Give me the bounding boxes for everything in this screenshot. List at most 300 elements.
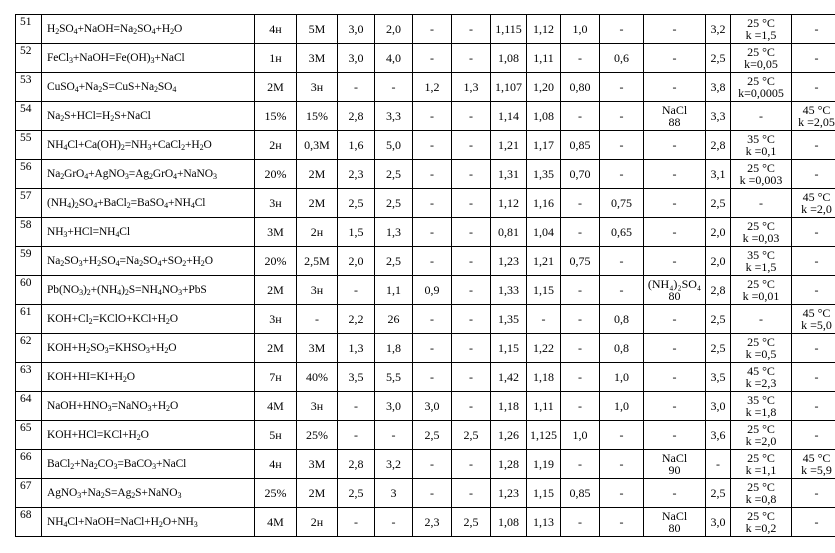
value-3: -: [338, 508, 375, 537]
density-2: 1,35: [527, 160, 561, 189]
temperature-k-1: [731, 508, 792, 537]
value-4: -: [375, 73, 413, 102]
density-2: 1,04: [527, 218, 561, 247]
temperature-k-2: [792, 73, 835, 102]
value-5: -: [413, 450, 452, 479]
row-number: 57: [16, 189, 42, 218]
value-3: 2,5: [338, 189, 375, 218]
value-10: -: [600, 450, 644, 479]
value-5: -: [413, 44, 452, 73]
impurity: -: [644, 305, 706, 334]
value-5: -: [413, 102, 452, 131]
value-12: 3,8: [706, 73, 731, 102]
density-2: 1,08: [527, 102, 561, 131]
impurity: [644, 102, 706, 131]
density-2: 1,12: [527, 15, 561, 44]
cell-line: k =2,05: [798, 115, 835, 129]
reaction-equation: $AgNO_3+Na_2S=Ag_2S+NaNO_3$: [42, 479, 255, 508]
density-2: 1,20: [527, 73, 561, 102]
concentration-2: 3н: [297, 392, 338, 421]
row-number: 65: [16, 421, 42, 450]
value-5: -: [413, 363, 452, 392]
value-4: 1,1: [375, 276, 413, 305]
reaction-equation: $NH_3+HCl=NH_4Cl$: [42, 218, 255, 247]
cell-line: -: [814, 51, 819, 65]
temperature-k-1: [731, 450, 792, 479]
value-3: 2,5: [338, 479, 375, 508]
value-6: -: [452, 334, 491, 363]
value-12: 2,0: [706, 218, 731, 247]
impurity: -: [644, 189, 706, 218]
value-4: 5,5: [375, 363, 413, 392]
value-12: -: [706, 450, 731, 479]
value-5: 3,0: [413, 392, 452, 421]
table-row: [16, 189, 835, 218]
concentration-2: 3н: [297, 73, 338, 102]
value-6: -: [452, 247, 491, 276]
cell-line: 25 °C: [747, 509, 775, 523]
temperature-k-2: [792, 160, 835, 189]
impurity: -: [644, 218, 706, 247]
temperature-k-2: [792, 189, 835, 218]
value-6: -: [452, 450, 491, 479]
row-number: 51: [16, 15, 42, 44]
value-5: 2,3: [413, 508, 452, 537]
value-4: 1,3: [375, 218, 413, 247]
temperature-k-2: [792, 421, 835, 450]
value-10: 1,0: [600, 392, 644, 421]
value-10: -: [600, 508, 644, 537]
reaction-equation: $(NH_4)_2SO_4+BaCl_2=BaSO_4+NH_4Cl$: [42, 189, 255, 218]
value-12: 3,2: [706, 15, 731, 44]
value-9: 0,85: [561, 479, 600, 508]
value-5: -: [413, 131, 452, 160]
value-5: -: [413, 334, 452, 363]
value-6: -: [452, 131, 491, 160]
temperature-k-1: [731, 363, 792, 392]
density-2: 1,11: [527, 44, 561, 73]
temperature-k-1: [731, 305, 792, 334]
value-3: 2,8: [338, 450, 375, 479]
value-3: -: [338, 392, 375, 421]
value-10: 0,8: [600, 334, 644, 363]
value-6: 2,5: [452, 421, 491, 450]
density-1: 1,115: [491, 15, 527, 44]
concentration-1: 7н: [255, 363, 297, 392]
value-5: -: [413, 189, 452, 218]
concentration-1: 3н: [255, 305, 297, 334]
density-1: 1,31: [491, 160, 527, 189]
value-6: -: [452, 102, 491, 131]
value-4: 2,5: [375, 160, 413, 189]
temperature-k-2: [792, 305, 835, 334]
row-number: 62: [16, 334, 42, 363]
concentration-2: 3M: [297, 44, 338, 73]
value-5: -: [413, 218, 452, 247]
density-2: -: [527, 305, 561, 334]
value-9: -: [561, 218, 600, 247]
value-3: 3,5: [338, 363, 375, 392]
value-4: -: [375, 508, 413, 537]
cell-line: k =0,8: [745, 492, 777, 506]
value-12: 2,5: [706, 189, 731, 218]
cell-line: 45 °C: [802, 190, 831, 204]
concentration-1: 3M: [255, 218, 297, 247]
cell-line: NaCl: [661, 509, 688, 523]
value-3: 1,6: [338, 131, 375, 160]
temperature-k-2: [792, 218, 835, 247]
concentration-1: 3н: [255, 189, 297, 218]
concentration-2: 2н: [297, 508, 338, 537]
density-1: 1,18: [491, 392, 527, 421]
value-6: 2,5: [452, 508, 491, 537]
value-5: -: [413, 479, 452, 508]
temperature-k-1: [731, 334, 792, 363]
temperature-k-2: [792, 247, 835, 276]
value-6: -: [452, 160, 491, 189]
density-1: 1,35: [491, 305, 527, 334]
density-1: 1,14: [491, 102, 527, 131]
value-3: 1,5: [338, 218, 375, 247]
row-number: 66: [16, 450, 42, 479]
value-12: 2,5: [706, 479, 731, 508]
temperature-k-2: [792, 392, 835, 421]
cell-line: k =0,03: [742, 231, 780, 245]
value-12: 3,1: [706, 160, 731, 189]
table-row: [16, 73, 835, 102]
cell-line: 45 °C: [747, 364, 775, 378]
concentration-2: 3M: [297, 450, 338, 479]
value-3: 1,3: [338, 334, 375, 363]
value-10: -: [600, 247, 644, 276]
table-row: [16, 131, 835, 160]
cell-line: 45 °C: [802, 306, 831, 320]
cell-line: 25 °C: [747, 219, 775, 233]
value-12: 3,3: [706, 102, 731, 131]
table-row: [16, 218, 835, 247]
value-9: 1,0: [561, 15, 600, 44]
value-12: 2,5: [706, 334, 731, 363]
concentration-1: 15%: [255, 102, 297, 131]
cell-line: 35 °C: [747, 393, 775, 407]
impurity: [644, 276, 706, 305]
temperature-k-2: [792, 102, 835, 131]
value-4: 4,0: [375, 44, 413, 73]
cell-line: NaCl: [661, 451, 688, 465]
cell-line: -: [759, 109, 763, 123]
density-2: 1,22: [527, 334, 561, 363]
value-9: 0,75: [561, 247, 600, 276]
value-12: 2,0: [706, 247, 731, 276]
impurity: -: [644, 247, 706, 276]
row-number: 63: [16, 363, 42, 392]
value-3: -: [338, 73, 375, 102]
value-10: 0,65: [600, 218, 644, 247]
row-number: 64: [16, 392, 42, 421]
value-10: 1,0: [600, 363, 644, 392]
table-row: [16, 392, 835, 421]
row-number: 60: [16, 276, 42, 305]
impurity: -: [644, 363, 706, 392]
table-row: [16, 508, 835, 537]
value-9: -: [561, 189, 600, 218]
value-12: 3,6: [706, 421, 731, 450]
cell-line: -: [814, 370, 819, 384]
concentration-2: 2M: [297, 479, 338, 508]
density-2: 1,16: [527, 189, 561, 218]
concentration-1: 1н: [255, 44, 297, 73]
density-2: 1,125: [527, 421, 561, 450]
table-row: [16, 363, 835, 392]
density-1: 1,23: [491, 479, 527, 508]
value-4: 26: [375, 305, 413, 334]
temperature-k-2: [792, 276, 835, 305]
cell-line: 90: [668, 463, 681, 477]
cell-line: 25 °C: [747, 480, 775, 494]
value-5: -: [413, 15, 452, 44]
value-4: 2,0: [375, 15, 413, 44]
value-10: -: [600, 276, 644, 305]
cell-line: k =0,5: [745, 347, 777, 361]
value-10: -: [600, 102, 644, 131]
cell-line: -: [814, 225, 819, 239]
cell-line: k =0,01: [742, 289, 780, 303]
density-1: 1,33: [491, 276, 527, 305]
concentration-2: -: [297, 305, 338, 334]
reaction-equation: $Na_2SO_3+H_2SO_4=Na_2SO_4+SO_2+H_2O$: [42, 247, 255, 276]
cell-line: NaCl: [661, 103, 688, 117]
cell-line: 25 °C: [747, 422, 775, 436]
cell-line: k=0,0005: [738, 86, 784, 100]
temperature-k-1: [731, 276, 792, 305]
cell-line: 25 °C: [747, 74, 775, 88]
impurity: -: [644, 131, 706, 160]
density-2: 1,18: [527, 363, 561, 392]
value-12: 2,8: [706, 131, 731, 160]
value-5: 1,2: [413, 73, 452, 102]
density-2: 1,15: [527, 276, 561, 305]
value-9: -: [561, 508, 600, 537]
value-10: -: [600, 421, 644, 450]
cell-line: -: [814, 80, 819, 94]
density-1: 1,21: [491, 131, 527, 160]
table-row: [16, 305, 835, 334]
table-row: [16, 44, 835, 73]
row-number: 68: [16, 508, 42, 537]
row-number: 59: [16, 247, 42, 276]
concentration-2: 2M: [297, 189, 338, 218]
temperature-k-2: [792, 508, 835, 537]
table-row: [16, 421, 835, 450]
concentration-1: 5н: [255, 421, 297, 450]
value-3: 3,0: [338, 15, 375, 44]
value-9: 1,0: [561, 421, 600, 450]
impurity: [644, 450, 706, 479]
temperature-k-1: [731, 218, 792, 247]
concentration-2: 3M: [297, 334, 338, 363]
temperature-k-1: [731, 189, 792, 218]
density-2: 1,19: [527, 450, 561, 479]
impurity: -: [644, 73, 706, 102]
table-row: [16, 160, 835, 189]
value-4: 2,5: [375, 189, 413, 218]
cell-line: -: [814, 341, 819, 355]
reaction-equation: $NH_4Cl+NaOH=NaCl+H_2O+NH_3$: [42, 508, 255, 537]
concentration-1: 20%: [255, 247, 297, 276]
impurity: -: [644, 421, 706, 450]
density-1: 1,12: [491, 189, 527, 218]
cell-line: k =5,0: [801, 318, 832, 332]
concentration-1: 20%: [255, 160, 297, 189]
table-row: [16, 479, 835, 508]
value-6: -: [452, 15, 491, 44]
value-3: 3,0: [338, 44, 375, 73]
reaction-equation: $Na_2GrO_4+AgNO_3=Ag_2GrO_4+NaNO_3$: [42, 160, 255, 189]
cell-line: k =2,0: [745, 434, 777, 448]
table-row: [16, 450, 835, 479]
concentration-1: 2M: [255, 276, 297, 305]
value-4: -: [375, 421, 413, 450]
value-9: -: [561, 450, 600, 479]
cell-line: 88: [668, 115, 681, 129]
value-5: 0,9: [413, 276, 452, 305]
cell-line: 25 °C: [747, 16, 775, 30]
value-12: 3,0: [706, 508, 731, 537]
concentration-2: 2,5M: [297, 247, 338, 276]
cell-line: -: [814, 399, 819, 413]
value-9: -: [561, 363, 600, 392]
table-row: [16, 276, 835, 305]
density-1: 1,42: [491, 363, 527, 392]
value-9: -: [561, 44, 600, 73]
value-10: -: [600, 131, 644, 160]
reaction-equation: $NH_4Cl+Ca(OH)_2=NH_3+CaCl_2+H_2O$: [42, 131, 255, 160]
reaction-equation: $KOH+HCl=KCl+H_2O$: [42, 421, 255, 450]
concentration-1: 4M: [255, 392, 297, 421]
temperature-k-1: [731, 160, 792, 189]
temperature-k-1: [731, 131, 792, 160]
cell-line: 25 °C: [747, 335, 775, 349]
concentration-1: 2M: [255, 334, 297, 363]
table-row: [16, 15, 835, 44]
reaction-equation: $NaOH+HNO_3=NaNO_3+H_2O$: [42, 392, 255, 421]
value-3: -: [338, 421, 375, 450]
value-12: 2,5: [706, 305, 731, 334]
cell-line: k =0,2: [745, 521, 777, 535]
value-4: 1,8: [375, 334, 413, 363]
concentration-2: 3н: [297, 276, 338, 305]
value-3: 2,0: [338, 247, 375, 276]
density-1: 1,08: [491, 44, 527, 73]
value-6: -: [452, 276, 491, 305]
cell-line: -: [814, 254, 819, 268]
temperature-k-2: [792, 479, 835, 508]
density-1: 1,107: [491, 73, 527, 102]
value-5: 2,5: [413, 421, 452, 450]
cell-line: (NH₄)₂SO₄: [647, 277, 702, 291]
value-3: 2,3: [338, 160, 375, 189]
value-5: -: [413, 160, 452, 189]
density-1: 1,26: [491, 421, 527, 450]
value-4: 2,5: [375, 247, 413, 276]
temperature-k-2: [792, 44, 835, 73]
row-number: 53: [16, 73, 42, 102]
cell-line: 80: [668, 521, 681, 535]
temperature-k-1: [731, 421, 792, 450]
impurity: -: [644, 15, 706, 44]
value-4: 5,0: [375, 131, 413, 160]
value-6: 1,3: [452, 73, 491, 102]
value-4: 3,0: [375, 392, 413, 421]
row-number: 55: [16, 131, 42, 160]
reaction-table: [15, 14, 835, 537]
temperature-k-1: [731, 479, 792, 508]
cell-line: -: [814, 22, 819, 36]
impurity: -: [644, 392, 706, 421]
density-2: 1,17: [527, 131, 561, 160]
temperature-k-1: [731, 392, 792, 421]
value-12: 3,0: [706, 392, 731, 421]
cell-line: -: [814, 515, 819, 529]
value-9: -: [561, 334, 600, 363]
value-3: 2,8: [338, 102, 375, 131]
row-number: 61: [16, 305, 42, 334]
cell-line: k =0,003: [739, 173, 783, 187]
value-6: -: [452, 363, 491, 392]
temperature-k-2: [792, 363, 835, 392]
reaction-equation: $KOH+H_2SO_3=KHSO_3+H_2O$: [42, 334, 255, 363]
concentration-2: 2н: [297, 218, 338, 247]
value-9: -: [561, 392, 600, 421]
cell-line: k =0,1: [745, 144, 777, 158]
value-5: -: [413, 305, 452, 334]
concentration-1: 4н: [255, 450, 297, 479]
cell-line: 25 °C: [747, 277, 775, 291]
value-9: 0,80: [561, 73, 600, 102]
impurity: -: [644, 479, 706, 508]
cell-line: k =5,9: [801, 463, 832, 477]
temperature-k-2: [792, 450, 835, 479]
row-number: 54: [16, 102, 42, 131]
concentration-1: 2M: [255, 73, 297, 102]
impurity: [644, 508, 706, 537]
cell-line: 35 °C: [747, 132, 775, 146]
cell-line: k =1,5: [745, 260, 777, 274]
impurity: -: [644, 44, 706, 73]
value-6: -: [452, 479, 491, 508]
cell-line: 80: [668, 289, 681, 303]
temperature-k-2: [792, 15, 835, 44]
value-4: 3,3: [375, 102, 413, 131]
concentration-2: 25%: [297, 421, 338, 450]
concentration-2: 2M: [297, 160, 338, 189]
impurity: -: [644, 160, 706, 189]
temperature-k-1: [731, 44, 792, 73]
value-6: -: [452, 305, 491, 334]
density-2: 1,15: [527, 479, 561, 508]
reaction-equation: $KOH+HI=KI+H_2O$: [42, 363, 255, 392]
temperature-k-1: [731, 73, 792, 102]
value-6: -: [452, 218, 491, 247]
cell-line: 25 °C: [747, 161, 775, 175]
density-2: 1,13: [527, 508, 561, 537]
cell-line: k =1,1: [745, 463, 777, 477]
temperature-k-2: [792, 131, 835, 160]
density-1: 1,15: [491, 334, 527, 363]
cell-line: 25 °C: [747, 451, 775, 465]
value-9: -: [561, 102, 600, 131]
value-10: -: [600, 15, 644, 44]
